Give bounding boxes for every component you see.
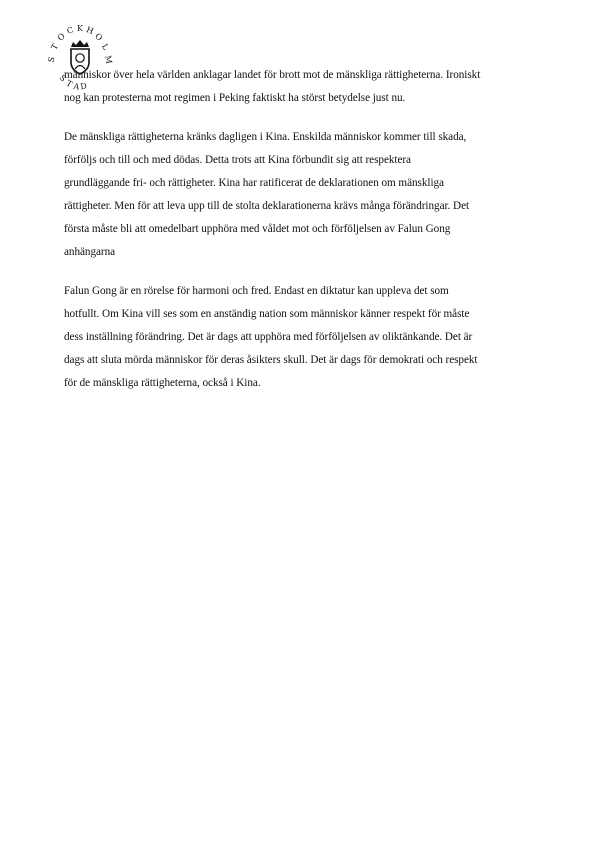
svg-text:M: M [103,54,114,65]
letter-body [64,64,544,395]
text-line: De mänskliga rättigheterna kränks dagligen i Kina. Enskilda människor kommer till skada, [64,131,467,143]
svg-text:H: H [85,25,95,37]
svg-text:O: O [55,31,67,43]
text-line: grundläggande fri- och rättigheter. Kina har ratificerat de deklarationen om mänskliga [64,177,444,189]
text-line: dess inställning förändring. Det är dags att upphöra med förföljelsen av oliktänkande. Det är [64,331,473,343]
paragraph-1 [64,64,544,110]
svg-text:K: K [77,24,83,33]
text-line: första måste bli att omedelbart upphöra med våldet mot och förföljelsen av Falun Gong [64,223,451,235]
svg-text:T: T [64,78,74,90]
text-line: hotfullt. Om Kina vill ses som en anständig nation som människor känner respekt för måste [64,308,470,320]
svg-text:A: A [72,81,81,92]
paragraph-3 [64,280,544,395]
svg-text:D: D [79,81,88,92]
text-line: förföljs och till och med dödas. Detta trots att Kina förbundit sig att respektera [64,154,411,166]
svg-text:T: T [49,42,61,52]
svg-text:S: S [57,73,68,84]
paragraph-2 [64,126,544,264]
text-line: anhängarna [64,246,116,258]
text-line: dags att sluta mörda människor för deras åsikters skull. Det är dags för demokrati och respekt [64,354,478,366]
text-line: Falun Gong är en rörelse för harmoni och fred. Endast en diktatur kan uppleva det som [64,285,449,297]
svg-text:O: O [93,31,105,43]
svg-text:S: S [46,56,57,64]
text-line: för de mänskliga rättigheterna, också i Kina. [64,377,261,389]
text-line: nog kan protesterna mot regimen i Peking faktiskt ha störst betydelse just nu. [64,92,406,104]
text-line: rättigheter. Men för att leva upp till de stolta deklarationerna krävs många förändringar. Det [64,200,470,212]
text-line: människor över hela världen anklagar landet för brott mot de mänskliga rättigheterna. Ironiskt [64,69,481,81]
svg-text:L: L [99,42,111,52]
svg-text:C: C [65,25,75,36]
